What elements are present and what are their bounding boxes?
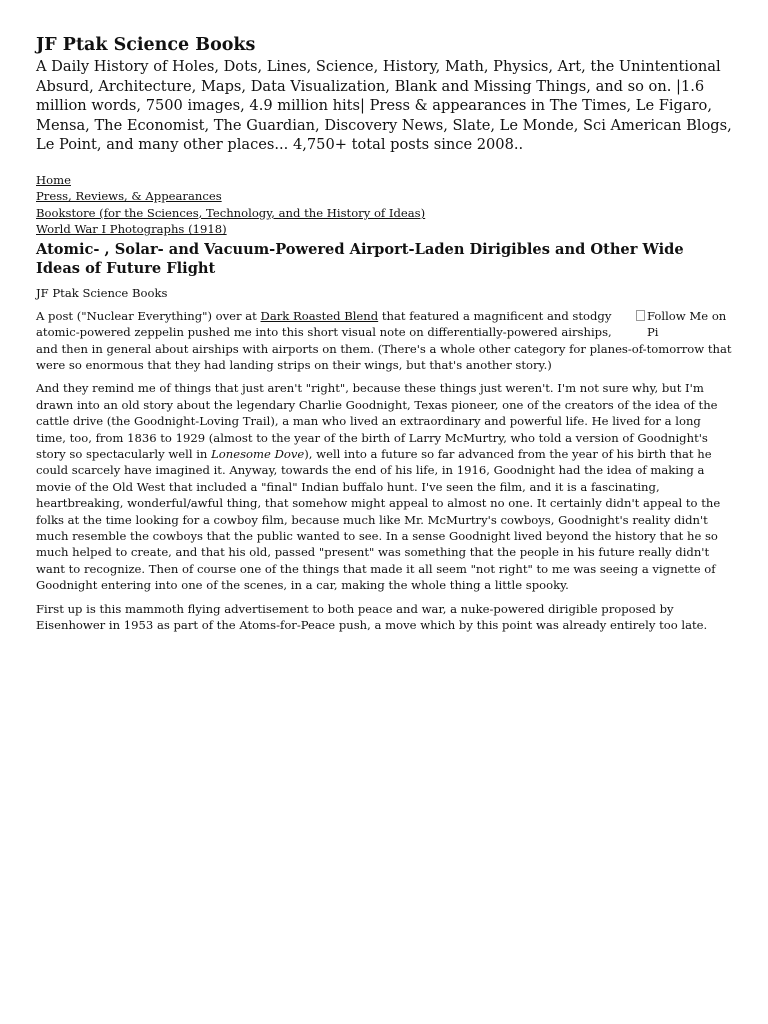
- post-title: Atomic- , Solar- and Vacuum-Powered Airport-Laden Dirigibles and Other Wide Ideas of Future Flight: [36, 240, 684, 278]
- p1-text-after: that featured a magnificent and stodgy atomic-powered zeppelin pushed me into this short visual note on differentially-powered airships, and then in general about airships with airports on them. (There's a whole other category for planes-of-tomorrow that were so enormous that they had landing strips on their wings, but that's another story.): [36, 308, 732, 372]
- follow-image-alt: Follow Me on Pi: [647, 308, 727, 339]
- nav-link-bookstore[interactable]: Bookstore (for the Sciences, Technology, and the History of Ideas): [36, 205, 426, 220]
- p2-text-after: ), well into a future so far advanced from the year of his birth that he could scarcely have imagined it. Anyway, towards the end of his life, in 1916, Goodnight had the idea of making a movie of the Old West that included a "final" Indian buffalo hunt. I've seen the film, and it is a fascinating, heartbreaking, wonderful/awful thing, that somehow might appeal to almost no one. It certainly didn't appeal to the folks at the time looking for a cowboy film, because much like Mr. McMurtry's cowboys, Goodnight's reality didn't much resemble the cowboys that the public wanted to see. In a sense Goodnight lived beyond the history that he so much helped to create, and that his old, passed "present" was something that the people in his future really didn't want to recognize. Then of course one of the things that made it all seem "not right" to me was seeing a vignette of Goodnight entering into one of the scenes, in a car, making the whole thing a little spooky.: [36, 447, 721, 593]
- p1-text-before: A post ("Nuclear Everything") over at: [36, 308, 261, 323]
- nav-link-home[interactable]: Home: [36, 172, 71, 187]
- blog-description: A Daily History of Holes, Dots, Lines, Science, History, Math, Physics, Art, the Unintentional Absurd, Architecture, Maps, Data Visualization, Blank and Missing Things, and so on. |1.6 million words, 7500 images, 4.9 million hits| Press & appearances in The Times, Le Figaro, Mensa, The Economist, The Guardian, Discovery News, Slate, Le Monde, Sci American Blogs, Le Point, and many other places... 4,750+ total posts since 2008..: [36, 58, 732, 154]
- p2-text-before: And they remind me of things that just aren't "right", because these things just weren't. I'm not sure why, but I'm drawn into an old story about the legendary Charlie Goodnight, Texas pioneer, one of the creators of the idea of the cattle drive (the Goodnight-Loving Trail), a man who lived an extraordinary and powerful life. He lived for a long time, too, from 1836 to 1929 (almost to the year of the birth of Larry McMurtry, who told a version of Goodnight's story so spectacularly well in: [36, 381, 718, 462]
- blog-title: JF Ptak Science Books: [36, 35, 256, 55]
- post-author: JF Ptak Science Books: [36, 285, 168, 300]
- nav-link-press[interactable]: Press, Reviews, & Appearances: [36, 189, 222, 204]
- post-paragraph-3: First up is this mammoth flying advertisement to both peace and war, a nuke-powered dirigible proposed by Eisenhower in 1953 as part of the Atoms-for-Peace push, a move which by this point was already entirely too late.: [36, 601, 708, 633]
- dark-roasted-blend-link[interactable]: Dark Roasted Blend: [260, 308, 379, 323]
- post-paragraph-1: [36, 308, 732, 374]
- nav-link-wwi-photographs[interactable]: World War I Photographs (1918): [36, 222, 227, 237]
- follow-me-image[interactable]: [636, 308, 732, 339]
- lonesome-dove-title: Lonesome Dove: [211, 447, 305, 462]
- post-paragraph-2: [36, 380, 732, 593]
- nav-links: [36, 172, 732, 238]
- broken-image-icon: [636, 310, 645, 321]
